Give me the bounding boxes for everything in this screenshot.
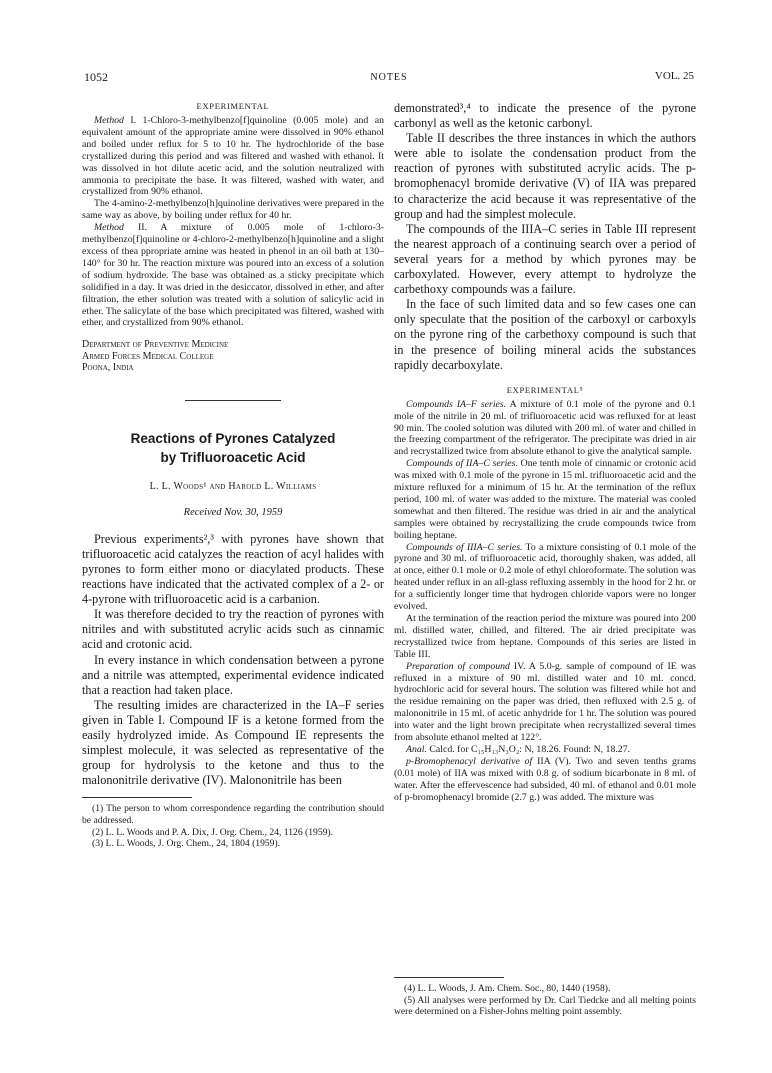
experimental-text: IV. A 5.0-g. sample of compound of IE was refluxed in a mixture of 90 ml. distilled water and 10 ml. concd. hydrochloric acid for several hours. The solution was filtered while hot and the residue remaining on the paper was dried, then refluxed with 2.5 g. of malononitrile in 15 ml. of acetic anhydride for 1 hr. The solution was poured into water and the light brown precipitate when recrystallized several times from absolute ethanol melted at 122°. bbox=[394, 660, 696, 744]
amino-derivatives-paragraph: The 4-amino-2-methylbenzo[h]quinoline derivatives were prepared in the same way as above, by boiling under reflux for 40 hr. bbox=[82, 198, 384, 222]
experimental-label: Compounds of IIIA–C series. bbox=[406, 541, 523, 553]
affiliation-line: Armed Forces Medical College bbox=[82, 350, 214, 362]
method-2-text: II. A mixture of 0.005 mole of 1-chloro-3-methylbenzo[f]quinoline or 4-chloro-2-methylbenzo[h]quinoline and a slight excess of thea ppropriate amine was heated in phenol in an oil bath at 130–140° for 30 hr. The reaction mixture was poured into an excess of a solution of sodium hydroxide. The base was obtained as a sticky precipitate which solidified in a day. It was dried in the desiccator, dissolved in ether, and after filtration, the ether solution was treated with a solution of salicylic acid in ether. The salicylate of the base which precipitated was filtered, washed with ether, and crystallized from 90% ethanol. bbox=[82, 222, 384, 329]
method-1-paragraph bbox=[82, 115, 384, 198]
experimental-text: One tenth mole of cinnamic or crotonic acid was mixed with 0.1 mole of the pyrone in 15 ml. trifluoroacetic acid and the mixture refluxed for a minimum of 15 hr. At the termination of the reflux period, 100 ml. of water was added to the mixture. The material was cooled somewhat and then filtered. The residue was dried in air and the analytical samples were obtained by recrystallizing the crude compounds twice from boiling heptane. bbox=[394, 458, 696, 541]
method-1-label: Method bbox=[94, 115, 124, 126]
experimental-text: A mixture of 0.1 mole of the pyrone and 0.1 mole of the nitrile in 20 ml. of trifluoroacetic acid was refluxed for at least 90 min. The cooled solution was diluted with 200 ml. of water and chilled in the freezing compartment of the refrigerator. The precipitate was dried in air and recrystallized twice from absolute ethanol to give the analytical sample. bbox=[394, 398, 696, 458]
volume-label: VOL. 25 bbox=[654, 70, 694, 82]
footnote: (1) The person to whom correspondence regarding the contribution should be addressed. bbox=[82, 803, 384, 826]
page-number: 1052 bbox=[84, 70, 108, 84]
experimental-paragraph bbox=[394, 756, 696, 804]
received-date: Received Nov. 30, 1959 bbox=[183, 506, 283, 518]
method-2-label: Method bbox=[94, 222, 124, 234]
method-1-text: I. 1-Chloro-3-methylbenzo[f]quinoline (0.005 mole) and an equivalent amount of the appropriate amine were dissolved in 90% ethanol and boiled under reflux for 5 to 10 hr. The hydrochloride of the base crystallized during this period and was filtered and washed with ethanol. It was dissolved in hot dilute acetic acid, and the solution neutralized with ammonia to precipitate the base. It was filtered, washed with water, and crystallized from 90% ethanol. bbox=[82, 115, 384, 198]
body-paragraph: The compounds of the IIIA–C series in Table III represent the nearest approach of a continuing search over a period of several years for a method by which pyrones may be carboxylated. However, every attempt to hydrolyze the carbethoxy compounds was a failure. bbox=[394, 221, 696, 297]
experimental-label: Preparation of compound bbox=[406, 660, 510, 672]
experimental-text: Calcd. for C₁₅H₁₃N₃O₂: N, 18.26. Found: N, 18.27. bbox=[426, 743, 631, 755]
experimental-heading-right: EXPERIMENTAL⁵ bbox=[506, 384, 584, 395]
page-header bbox=[84, 70, 694, 86]
affiliation-line: Poona, India bbox=[82, 362, 134, 374]
footnote-rule bbox=[394, 977, 504, 978]
experimental-label: Compounds IA–F series. bbox=[406, 398, 507, 410]
experimental-paragraph bbox=[394, 661, 696, 744]
affiliation-line: Department of Preventive Medicine bbox=[82, 339, 229, 351]
authors: L. L. Woods¹ and Harold L. Williams bbox=[149, 480, 317, 492]
footnote-rule bbox=[82, 797, 192, 798]
experimental-paragraph bbox=[394, 399, 696, 459]
experimental-label: p-Bromophenacyl derivative of bbox=[406, 755, 533, 767]
article-title bbox=[82, 429, 384, 467]
experimental-label: Compounds of IIA–C series. bbox=[406, 458, 518, 470]
experimental-heading-left: EXPERIMENTAL bbox=[196, 101, 270, 111]
experimental-paragraph bbox=[394, 744, 696, 756]
experimental-label: Anal. bbox=[406, 743, 427, 755]
footnote: (3) L. L. Woods, J. Org. Chem., 24, 1804 (1959). bbox=[92, 838, 281, 850]
body-paragraph: In the face of such limited data and so few cases one can only speculate that the position of the carboxyl or carboxyls on the pyrone ring of the carbethoxy compound is such that in the presence of boiling mineral acids the substances rapidly decarboxylate. bbox=[394, 297, 696, 372]
article-title-line: by Trifluoroacetic Acid bbox=[160, 449, 306, 465]
footnote: (4) L. L. Woods, J. Am. Chem. Soc., 80, 1440 (1958). bbox=[404, 983, 611, 994]
experimental-paragraph bbox=[394, 458, 696, 541]
affiliation bbox=[82, 339, 384, 374]
experimental-text: IIA (V). Two and seven tenths grams (0.01 mole) of IIA was mixed with 0.8 g. of sodium bicarbonate in 8 ml. of water. After the effervescence had subsided, 40 ml. of ethanol and 0.01 mole of p-bromophenacyl bromide (2.7 g.) was added. The mixture was bbox=[394, 755, 696, 803]
article-title-line: Reactions of Pyrones Catalyzed bbox=[130, 430, 336, 446]
body-paragraph: It was therefore decided to try the reaction of pyrones with nitriles and with substituted acrylic acids such as cinnamic acid and crotonic acid. bbox=[82, 607, 384, 652]
body-paragraph: The resulting imides are characterized in the IA–F series given in Table I. Compound IF is a ketone formed from the easily hydrolyzed imide. As Compound IE represents the simplest molecule, it was selected as representative of the group for hydrolysis to the ketone and thus to the malononitrile derivative (IV). Malononitrile has been bbox=[82, 697, 384, 788]
body-paragraph: Previous experiments²,³ with pyrones have shown that trifluoroacetic acid catalyzes the reaction of acyl halides with pyrones to form either mono or diacylated products. These reactions have indicated that the activated complex of a 2- or 4-pyrone with trifluoroacetic acid is a carbanion. bbox=[82, 531, 384, 607]
experimental-text: At the termination of the reaction period the mixture was poured into 200 ml. distilled water, chilled, and filtered. The air dried precipitate was recrystallized twice from heptane. Compounds of this series are listed in Table III. bbox=[394, 613, 696, 660]
footnote: (2) L. L. Woods and P. A. Dix, J. Org. Chem., 24, 1126 (1959). bbox=[92, 826, 334, 838]
right-column bbox=[394, 101, 696, 804]
body-paragraph: Table II describes the three instances in which the authors were able to isolate the condensation product from the reaction of pyrones with substituted acrylic acids. The p-bromophenacyl bromide derivative (V) of IIA was prepared to characterize the acid because it was representative of the group and had the simplest molecule. bbox=[394, 131, 696, 221]
experimental-paragraph bbox=[394, 613, 696, 661]
footnote: (5) All analyses were performed by Dr. Carl Tiedcke and all melting points were determined on a Fisher-Johns melting point assembly. bbox=[394, 994, 696, 1018]
experimental-text: To a mixture consisting of 0.1 mole of the pyrone and 30 ml. of trifluoroacetic acid, thoroughly shaken, was added, all at once, either 0.1 mole or 0.2 mole of ethyl chloroformate. The solution was heated under reflux in an all-glass refluxing assembly in the hood for 2 hr. or for a sufficiently longer time that hydrogen chloride vapors were no longer evolved. bbox=[394, 541, 696, 613]
right-footnotes bbox=[394, 977, 696, 1018]
section-divider bbox=[185, 400, 281, 401]
body-paragraph: In every instance in which condensation between a pyrone and a nitrile was attempted, experimental evidence indicated that a reaction had taken place. bbox=[82, 652, 384, 697]
body-paragraph: demonstrated³,⁴ to indicate the presence of the pyrone carbonyl as well as the ketonic carbonyl. bbox=[394, 101, 696, 131]
method-2-paragraph bbox=[82, 222, 384, 329]
running-title: NOTES bbox=[370, 72, 408, 83]
left-column bbox=[82, 101, 384, 850]
experimental-paragraph bbox=[394, 542, 696, 613]
